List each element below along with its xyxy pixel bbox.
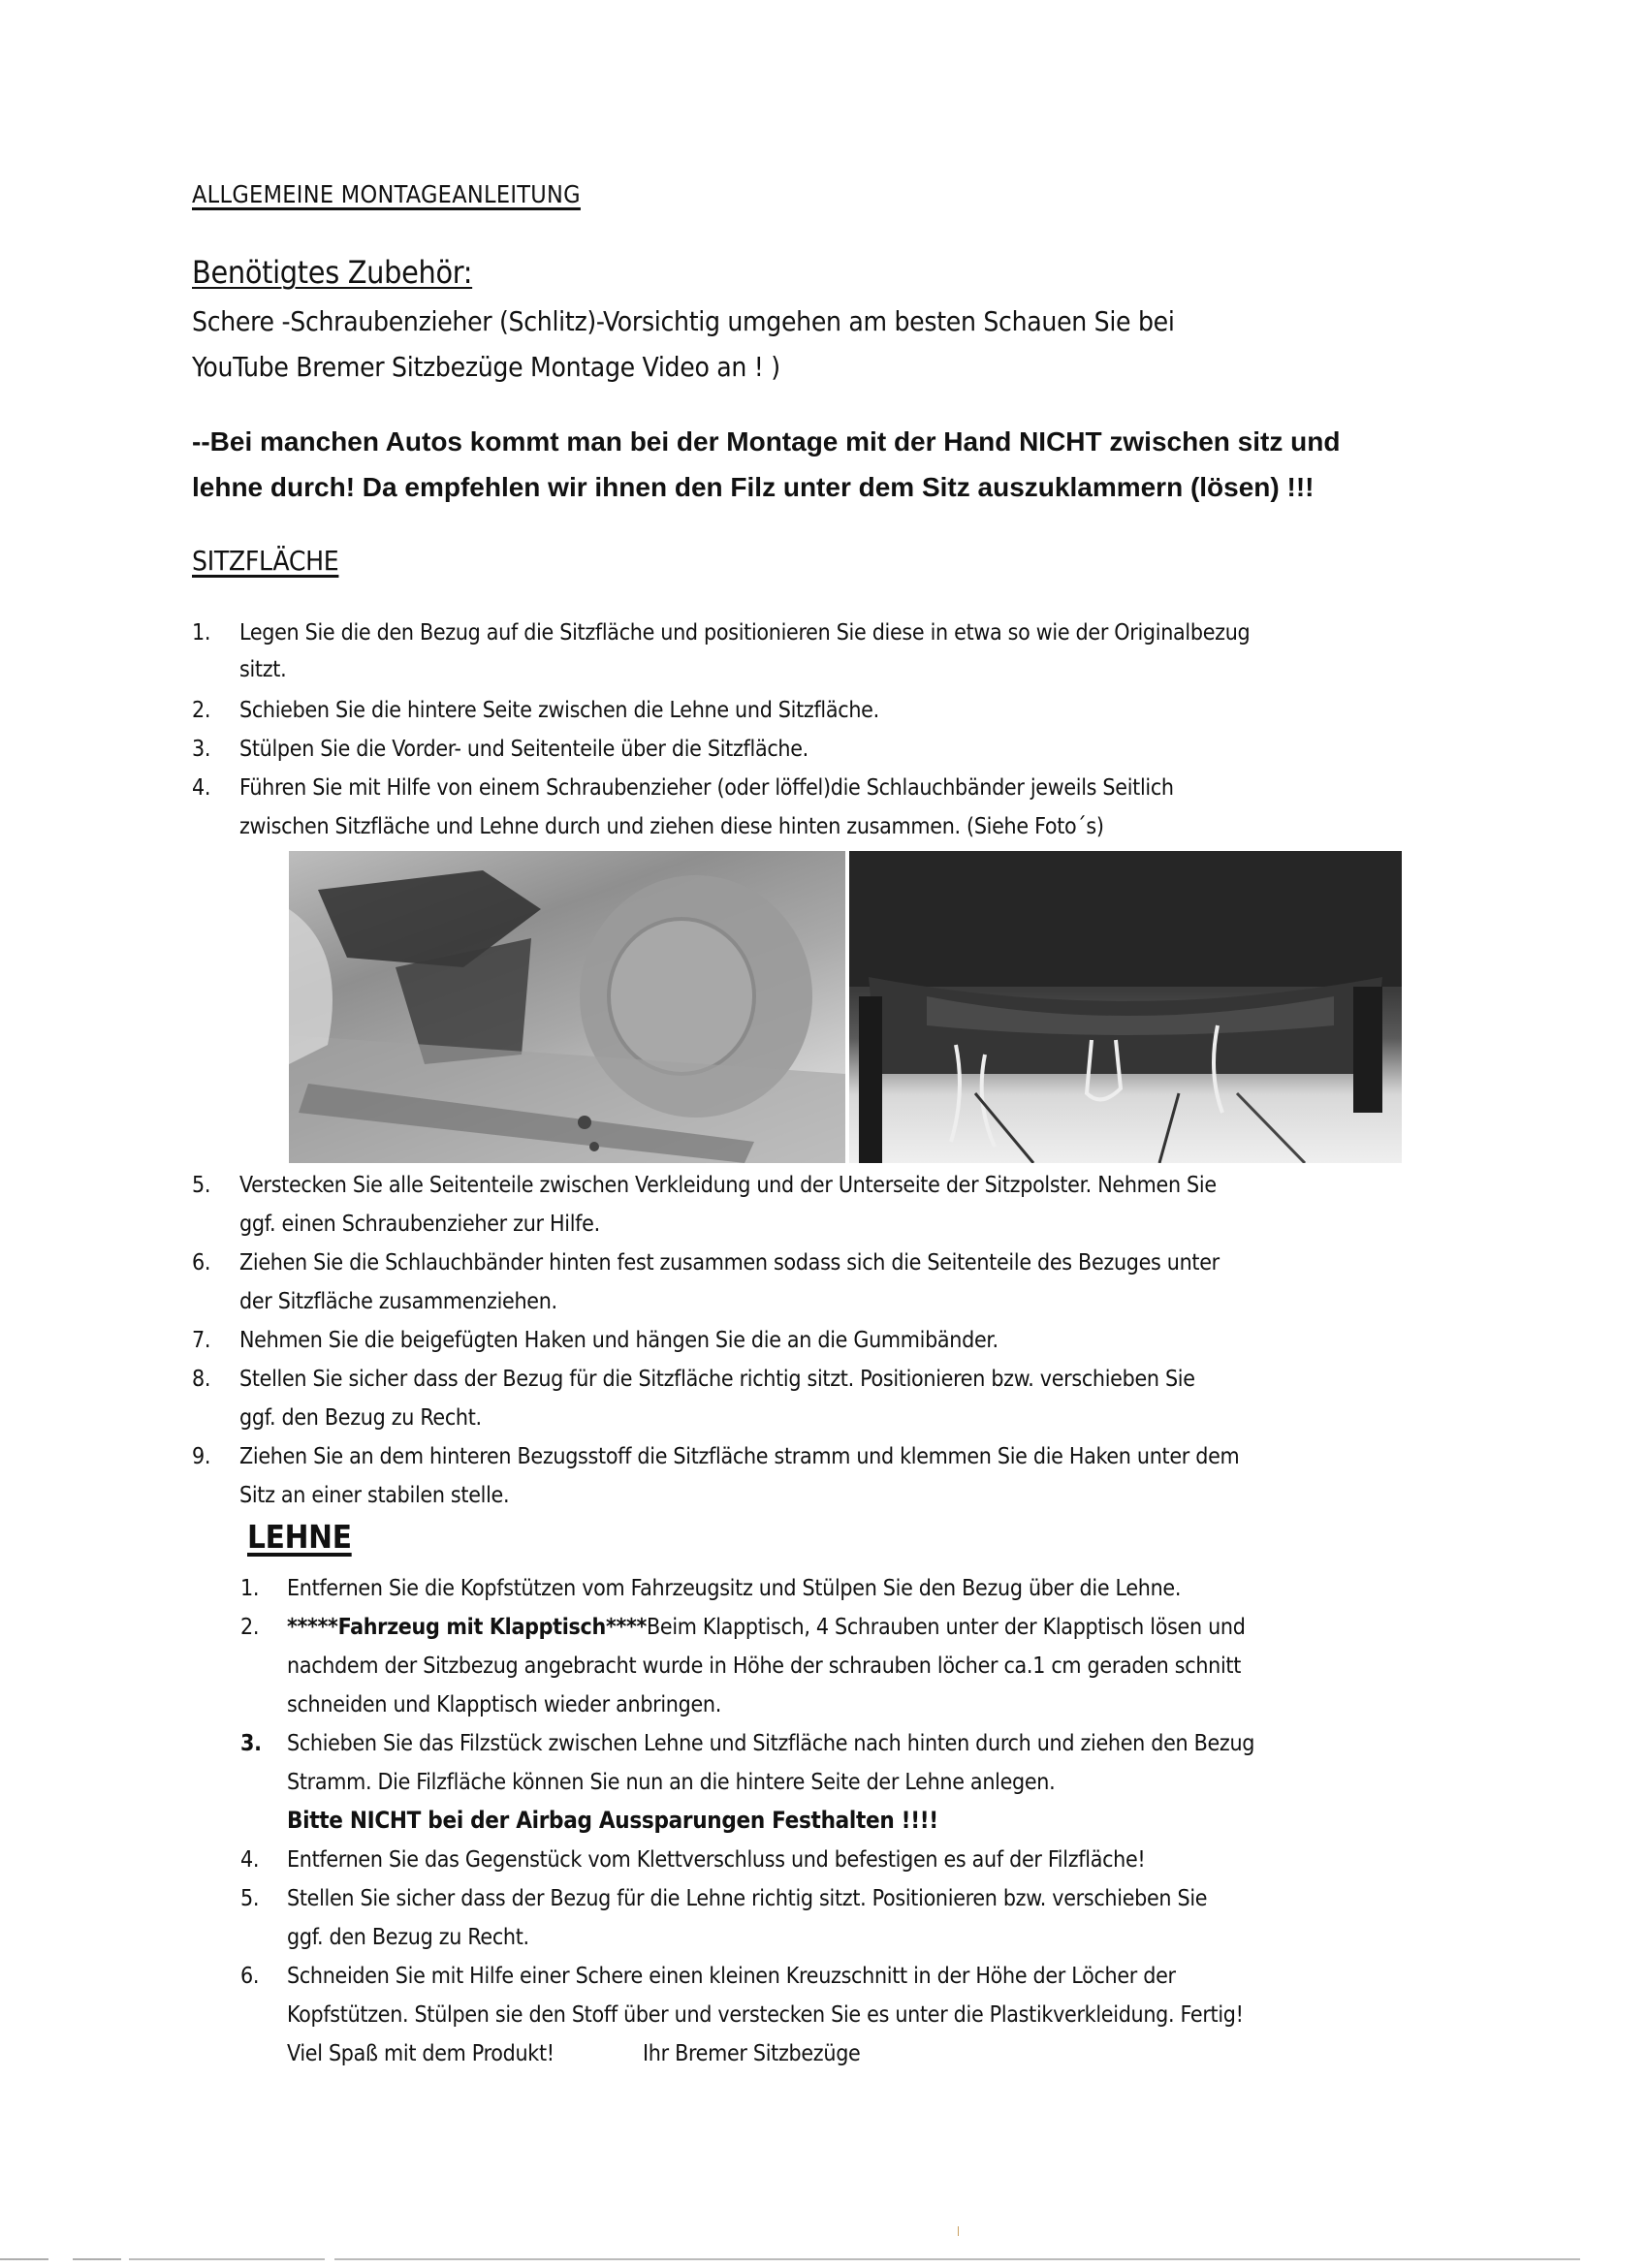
step-number: 4.: [240, 1847, 260, 1873]
step-text: Stellen Sie sicher dass der Bezug für die Lehne richtig sitzt. Positionieren bzw. verschieben Sie: [287, 1886, 1208, 1911]
step-text: Schieben Sie die hintere Seite zwischen die Lehne und Sitzfläche.: [239, 698, 879, 723]
step-number: 9.: [192, 1444, 211, 1469]
step-text: Schieben Sie das Filzstück zwischen Lehne und Sitzfläche nach hinten durch und ziehen den Bezug: [287, 1731, 1255, 1756]
accessories-line: YouTube Bremer Sitzbezüge Montage Video an ! ): [192, 351, 780, 383]
step-text: Sitz an einer stabilen stelle.: [239, 1483, 510, 1508]
step-number: 8.: [192, 1367, 211, 1392]
step-number: 5.: [192, 1173, 211, 1198]
step-text: nachdem der Sitzbezug angebracht wurde in Höhe der schrauben löcher ca.1 cm geraden schnitt: [287, 1654, 1242, 1679]
step-number: 7.: [192, 1328, 211, 1353]
step-number: 6.: [192, 1250, 211, 1276]
airbag-warning: Bitte NICHT bei der Airbag Aussparungen Festhalten !!!!: [287, 1807, 938, 1834]
klapptisch-label: *****Fahrzeug mit Klapptisch****: [287, 1615, 648, 1640]
document-title: ALLGEMEINE MONTAGEANLEITUNG: [192, 180, 581, 208]
step-text: schneiden und Klapptisch wieder anbringen.: [287, 1692, 721, 1717]
photo-illustration: [289, 851, 845, 1163]
closing-signature: Ihr Bremer Sitzbezüge: [643, 2041, 861, 2066]
step-text: ggf. den Bezug zu Recht.: [287, 1925, 529, 1950]
step-text: Stramm. Die Filzfläche können Sie nun an die hintere Seite der Lehne anlegen.: [287, 1770, 1056, 1795]
step-number: 1.: [240, 1576, 260, 1601]
warning-line: lehne durch! Da empfehlen wir ihnen den Filz unter dem Sitz auszuklammern (lösen) !!!: [192, 472, 1315, 502]
scan-edge-line: [0, 2258, 1580, 2260]
scan-artifact: [958, 2226, 959, 2236]
step-text: Verstecken Sie alle Seitenteile zwischen Verkleidung und der Unterseite der Sitzpolster. Nehmen Sie: [239, 1173, 1217, 1198]
step-number: 2.: [192, 698, 211, 723]
step-number: 1.: [192, 620, 211, 646]
step-text: Entfernen Sie das Gegenstück vom Klettverschluss und befestigen es auf der Filzfläche!: [287, 1847, 1146, 1873]
step-text: Führen Sie mit Hilfe von einem Schraubenzieher (oder löffel)die Schlauchbänder jeweils Seitlich: [239, 775, 1174, 801]
accessories-line: Schere -Schraubenzieher (Schlitz)-Vorsichtig umgehen am besten Schauen Sie bei: [192, 305, 1175, 337]
step-number: 2.: [240, 1615, 260, 1640]
photo-illustration: [849, 851, 1402, 1163]
step-number: 5.: [240, 1886, 260, 1911]
step-text: Ziehen Sie die Schlauchbänder hinten fest zusammen sodass sich die Seitenteile des Bezuges unter: [239, 1250, 1220, 1276]
step-number: 4.: [192, 775, 211, 801]
photo-seat-underside: [849, 851, 1402, 1163]
step-text: Schneiden Sie mit Hilfe einer Schere einen kleinen Kreuzschnitt in der Höhe der Löcher der: [287, 1964, 1176, 1989]
warning-line: --Bei manchen Autos kommt man bei der Montage mit der Hand NICHT zwischen sitz und: [192, 426, 1341, 457]
step-text: ggf. den Bezug zu Recht.: [239, 1405, 482, 1431]
step-text: Kopfstützen. Stülpen sie den Stoff über und verstecken Sie es unter die Plastikverkleidung. Fertig!: [287, 2002, 1244, 2028]
step-text: Nehmen Sie die beigefügten Haken und hängen Sie die an die Gummibänder.: [239, 1328, 998, 1353]
step-number: 6.: [240, 1964, 260, 1989]
closing-thanks: Viel Spaß mit dem Produkt!: [287, 2041, 555, 2066]
accessories-heading: Benötigtes Zubehör:: [192, 254, 473, 291]
step-text: Stülpen Sie die Vorder- und Seitenteile über die Sitzfläche.: [239, 737, 808, 762]
step-number: 3.: [240, 1731, 262, 1756]
step-text: ggf. einen Schraubenzieher zur Hilfe.: [239, 1212, 600, 1237]
step-text: Beim Klapptisch, 4 Schrauben unter der Klapptisch lösen und: [647, 1615, 1246, 1640]
section-heading-lehne: LEHNE: [247, 1518, 352, 1556]
step-text: Entfernen Sie die Kopfstützen vom Fahrzeugsitz und Stülpen Sie den Bezug über die Lehne.: [287, 1576, 1182, 1601]
step-text: Legen Sie die den Bezug auf die Sitzfläche und positionieren Sie diese in etwa so wie der Originalbezug: [239, 620, 1251, 646]
section-heading-sitzflaeche: SITZFLÄCHE: [192, 545, 339, 577]
step-text: der Sitzfläche zusammenziehen.: [239, 1289, 557, 1314]
step-text: Stellen Sie sicher dass der Bezug für die Sitzfläche richtig sitzt. Positionieren bzw. verschieben Sie: [239, 1367, 1195, 1392]
photo-strap-insertion: [289, 851, 845, 1163]
step-text: Ziehen Sie an dem hinteren Bezugsstoff die Sitzfläche stramm und klemmen Sie die Haken unter dem: [239, 1444, 1240, 1469]
step-text-row: [287, 1615, 1246, 1640]
step-number: 3.: [192, 737, 211, 762]
step-text: sitzt.: [239, 657, 287, 682]
step-text: zwischen Sitzfläche und Lehne durch und ziehen diese hinten zusammen. (Siehe Foto´s): [239, 814, 1104, 839]
